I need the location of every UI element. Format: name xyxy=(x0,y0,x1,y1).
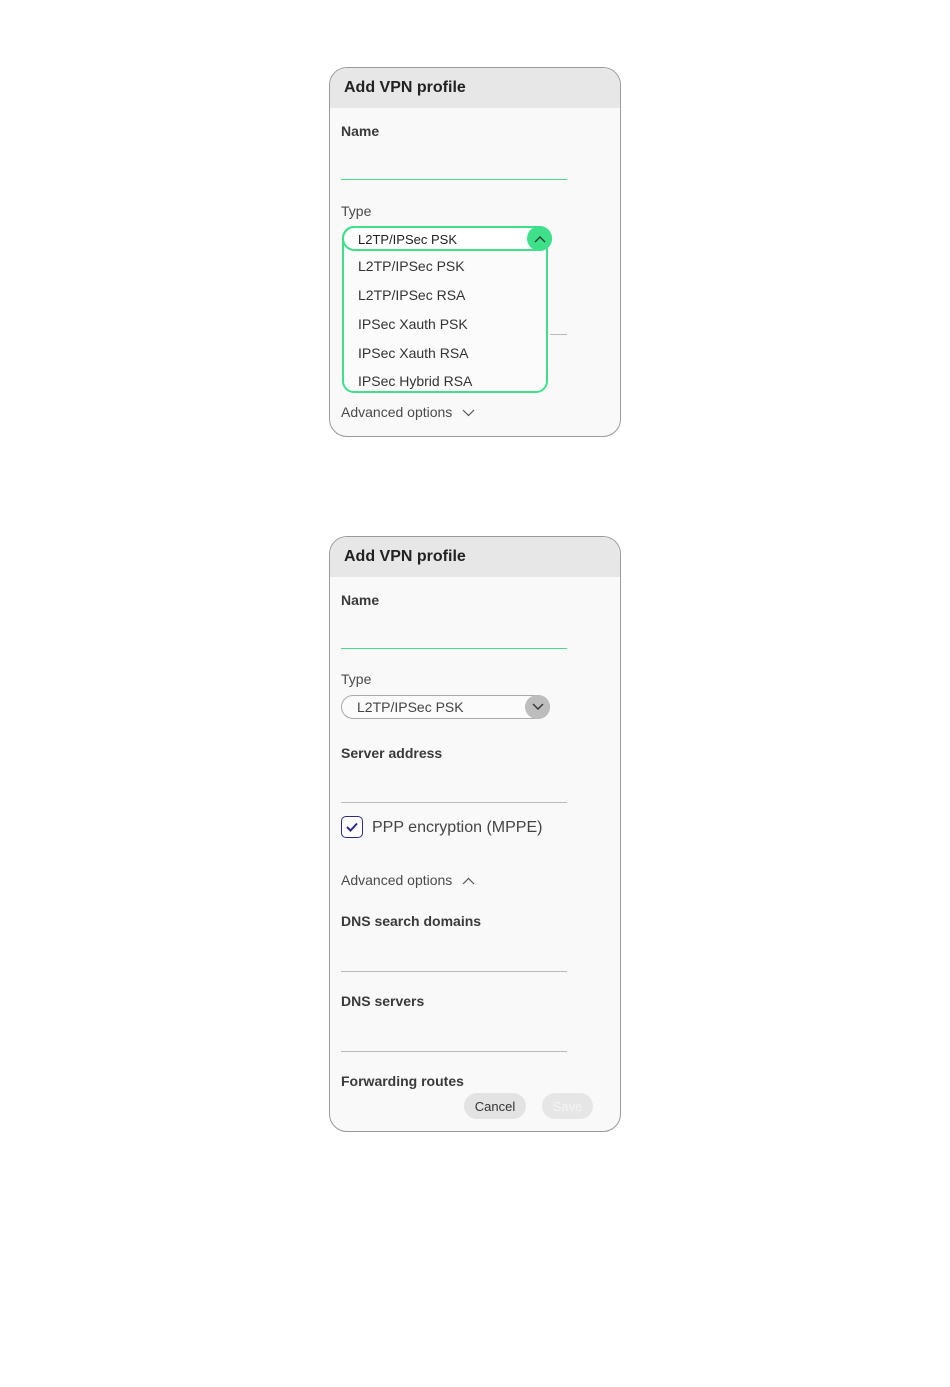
advanced-options-label: Advanced options xyxy=(341,404,453,420)
name-label: Name xyxy=(341,123,380,139)
type-dropdown-list xyxy=(342,226,548,393)
type-option-l2tp-rsa[interactable]: L2TP/IPSec RSA xyxy=(358,287,466,303)
name-label: Name xyxy=(341,592,380,608)
name-field[interactable] xyxy=(341,621,567,649)
save-button[interactable]: Save xyxy=(542,1093,593,1119)
dns-search-domains-field[interactable] xyxy=(341,943,567,972)
chevron-up-icon[interactable] xyxy=(527,226,552,251)
type-option-xauth-rsa[interactable]: IPSec Xauth RSA xyxy=(358,345,469,361)
dns-servers-field[interactable] xyxy=(341,1023,567,1052)
advanced-options-label: Advanced options xyxy=(341,872,453,888)
dns-search-domains-label: DNS search domains xyxy=(341,913,482,929)
server-address-underline xyxy=(550,334,567,335)
advanced-options-toggle[interactable] xyxy=(341,872,475,888)
type-selected-value: L2TP/IPSec PSK xyxy=(358,232,457,247)
chevron-down-icon[interactable] xyxy=(525,695,550,719)
type-option-xauth-psk[interactable]: IPSec Xauth PSK xyxy=(358,316,468,332)
server-address-field[interactable] xyxy=(341,775,567,803)
dialog-title: Add VPN profile xyxy=(330,537,620,577)
type-option-hybrid-rsa[interactable]: IPSec Hybrid RSA xyxy=(358,373,473,389)
name-field[interactable] xyxy=(341,152,567,180)
dns-servers-label: DNS servers xyxy=(341,993,425,1009)
type-select[interactable] xyxy=(341,695,550,719)
chevron-up-icon xyxy=(462,872,475,888)
type-label: Type xyxy=(341,671,372,687)
dialog-title: Add VPN profile xyxy=(330,68,620,108)
checkmark-icon xyxy=(346,822,358,832)
type-selected-value: L2TP/IPSec PSK xyxy=(357,699,464,715)
forwarding-routes-label: Forwarding routes xyxy=(341,1073,464,1089)
advanced-options-toggle[interactable] xyxy=(341,404,475,420)
server-address-label: Server address xyxy=(341,745,443,761)
add-vpn-dialog-expanded xyxy=(329,536,621,1132)
ppp-encryption-checkbox[interactable] xyxy=(341,816,363,838)
type-label: Type xyxy=(341,203,372,219)
add-vpn-dialog-dropdown-open xyxy=(329,67,621,437)
ppp-encryption-label: PPP encryption (MPPE) xyxy=(372,819,543,836)
cancel-button[interactable]: Cancel xyxy=(464,1093,526,1119)
type-select-open[interactable] xyxy=(342,226,552,251)
type-option-l2tp-psk[interactable]: L2TP/IPSec PSK xyxy=(358,258,465,274)
chevron-down-icon xyxy=(462,404,475,420)
